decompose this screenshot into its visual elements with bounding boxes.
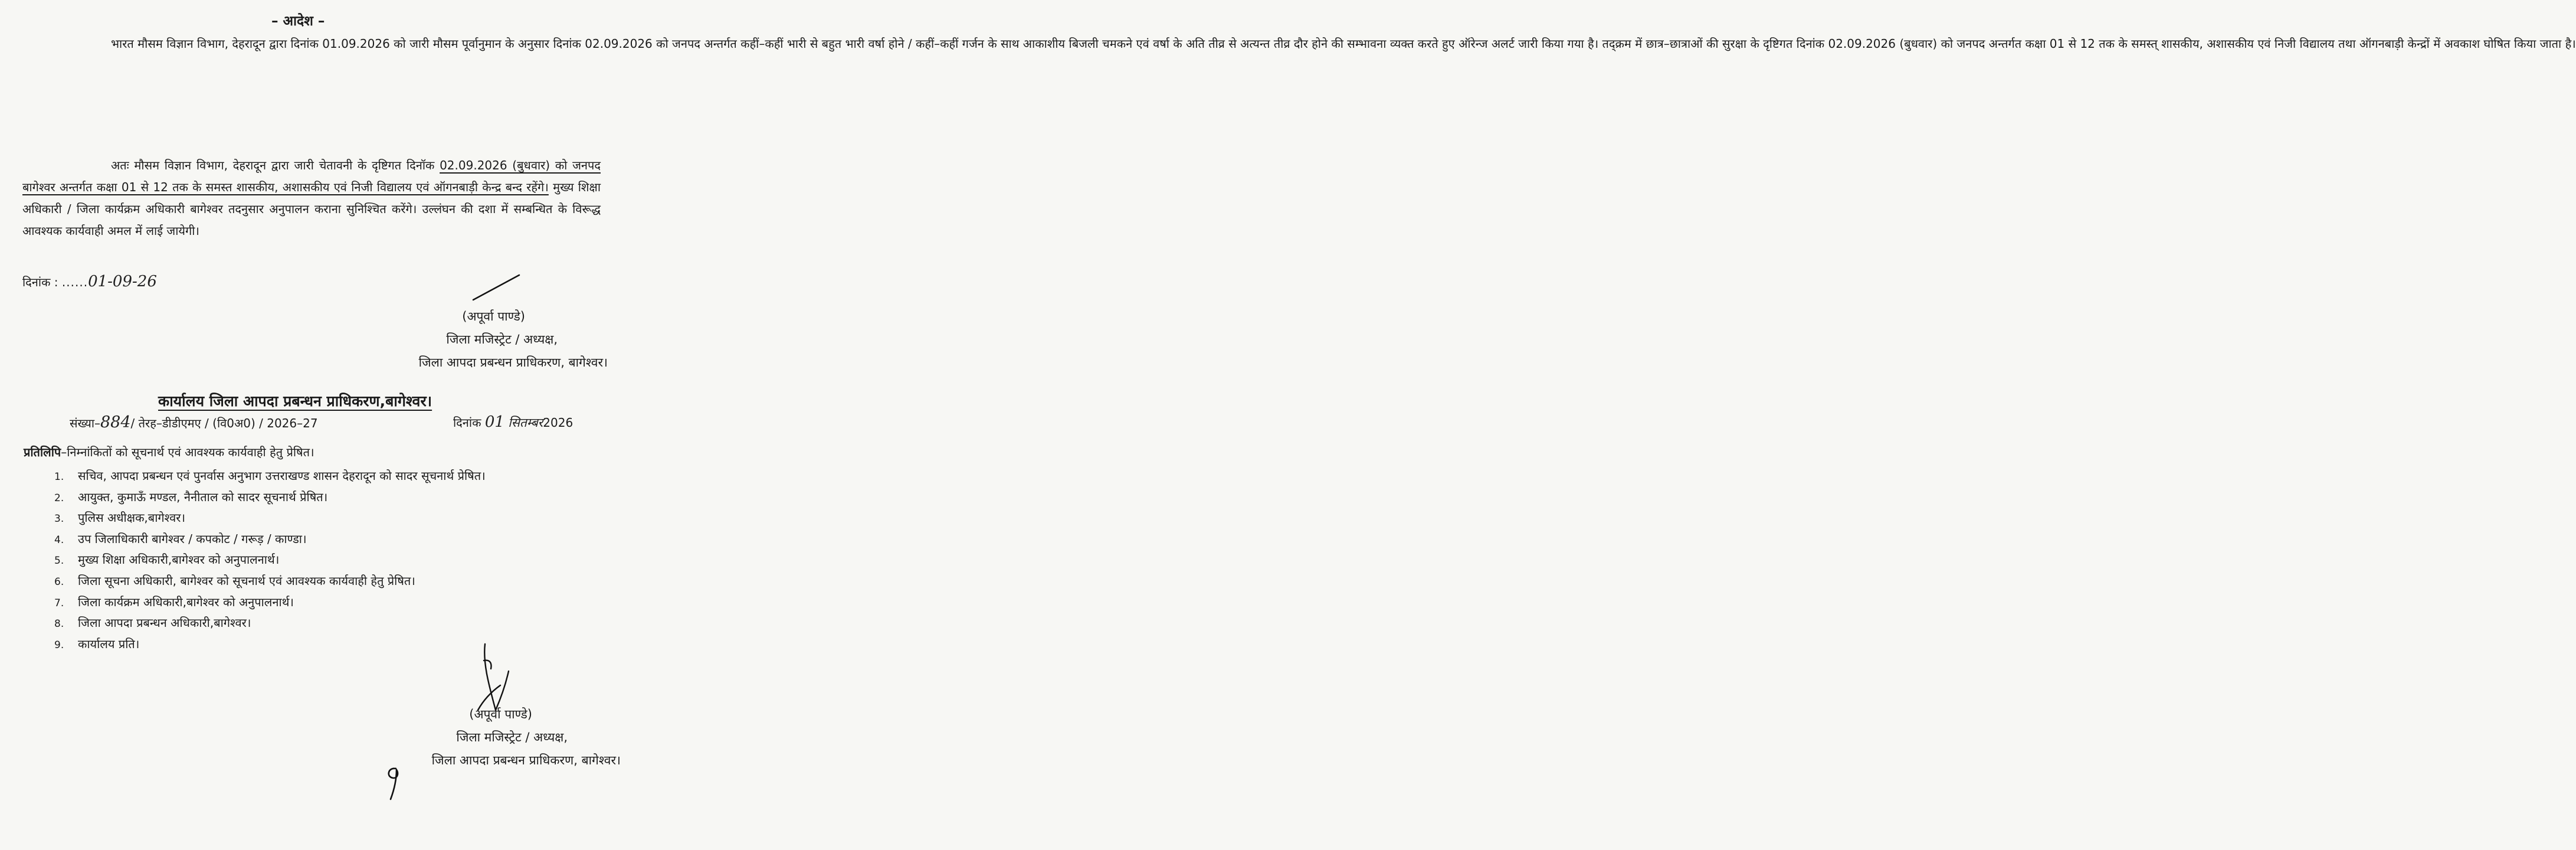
order-paragraph-1: भारत मौसम विज्ञान विभाग, देहरादून द्वारा दिनांक 01.09.2026 को जारी मौसम पूर्वानुमान के अनुसार दिनांक 02.09.2026 को जनपद अन्तर्गत कहीं–कहीं भारी से बहुत भारी वर्षा होने / कहीं–कहीं गर्जन के साथ आकाशीय बिजली चमकने एवं वर्षा के अति तीव्र से अत्यन्त तीव्र दौर होने की सम्भावना व्यक्त करते हुए ऑरेन्ज अलर्ट जारी किया गया है। तद्क्रम में छात्र–छात्राओं की सुरक्षा के दृष्टिगत दिनांक 02.09.2026 (बुधवार) को जनपद अन्तर्गत कक्षा 01 से 12 तक के समस्त् शासकीय, अशासकीय एवं निजी विद्यालय तथा ऑगनबाड़ी केन्द्रों में अवकाश घोषित किया जाता है। [111,37,2576,51]
reference-suffix: / तेरह–डीडीएमए / (वि0अ0) / 2026–27 [130,416,318,430]
reference-date [453,413,573,431]
order-paragraph-2-underlined: 02.09.2026 (बुधवार) को जनपद बागेश्वर अन्तर्गत कक्षा 01 से 12 तक के समस्त शासकीय, अशासकीय एवं निजी विद्यालय एवं ऑगनबाड़ी केन्द्र बन्द रहेंगे। [22,158,601,194]
order-date: दिनांक : ......01-09-26 [22,273,157,290]
list-item: 4. उप जिलाधिकारी बागेश्वर / कपकोट / गरूड़ / काण्डा। [54,531,307,546]
order-title: – आदेश – [271,14,325,29]
signature-mark-1 [472,273,525,302]
signatory-name: (अपूर्वा पाण्डे) [469,707,532,721]
order-paragraph-2 [22,155,601,242]
copy-to-heading [24,444,314,460]
signatory-designation: जिला मजिस्ट्रेट / अध्यक्ष, [456,730,568,744]
list-item: 5. मुख्य शिक्षा अधिकारी,बागेश्वर को अनुपालनार्थ। [54,552,280,567]
reference-date-day: 01 [484,413,504,431]
list-item: 7. जिला कार्यक्रम अधिकारी,बागेश्वर को अनुपालनार्थ। [54,594,294,609]
reference-number [70,413,318,431]
distribution-list [54,466,486,655]
copy-to-text: –निम्नांकितों को सूचनार्थ एवं आवश्यक कार्यवाही हेतु प्रेषित। [61,445,314,459]
list-item: 9. कार्यालय प्रति। [54,636,140,651]
reference-date-month: सितम्बर [508,416,543,430]
office-heading: कार्यालय जिला आपदा प्रबन्धन प्राधिकरण,बागेश्वर। [158,393,432,410]
reference-date-year: 2026 [543,416,573,430]
signatory-authority: जिला आपदा प्रबन्धन प्राधिकरण, बागेश्वर। [431,753,621,767]
signatory-name: (अपूर्वा पाण्डे) [462,309,525,323]
list-item: 6. जिला सूचना अधिकारी, बागेश्वर को सूचनार्थ एवं आवश्यक कार्यवाही हेतु प्रेषित। [54,573,415,588]
signatory-designation: जिला मजिस्ट्रेट / अध्यक्ष, [446,332,558,346]
signatory-authority: जिला आपदा प्रबन्धन प्राधिकरण, बागेश्वर। [418,355,608,370]
list-item: 8. जिला आपदा प्रबन्धन अधिकारी,बागेश्वर। [54,616,251,630]
order-date-label: दिनांक : [22,275,58,289]
copy-to-label: प्रतिलिपि [24,445,61,459]
signatory-block-1 [419,305,608,374]
order-date-value: 01-09-26 [88,273,157,290]
list-item: 3. पुलिस अधीक्षक,बागेश्वर। [54,511,186,525]
reference-handwritten-number: 884 [100,413,131,431]
reference-date-label: दिनांक [453,416,481,430]
signatory-block-2 [432,703,621,772]
handwritten-mark [382,761,406,803]
order-paragraph-2-start: अतः मौसम विज्ञान विभाग, देहरादून द्वारा जारी चेतावनी के दृष्टिगत दिनॉक [111,158,440,172]
reference-label: संख्या– [70,416,100,430]
list-item: 1. सचिव, आपदा प्रबन्धन एवं पुनर्वास अनुभाग उत्तराखण्ड शासन देहरादून को सादर सूचनार्थ प्रेषित। [54,469,486,483]
list-item: 2. आयुक्त, कुमाऊँ मण्डल, नैनीताल को सादर सूचनार्थ प्रेषित। [54,489,328,504]
order-paragraph-2-end: मुख्य शिक्षा अधिकारी / जिला कार्यक्रम अधिकारी बागेश्वर तदनुसार अनुपालन कराना सुनिश्चित करेंगे। उल्लंघन की दशा में सम्बन्धित के विरूद्ध आवश्यक कार्यवाही अमल में लाई जायेगी। [22,180,601,238]
